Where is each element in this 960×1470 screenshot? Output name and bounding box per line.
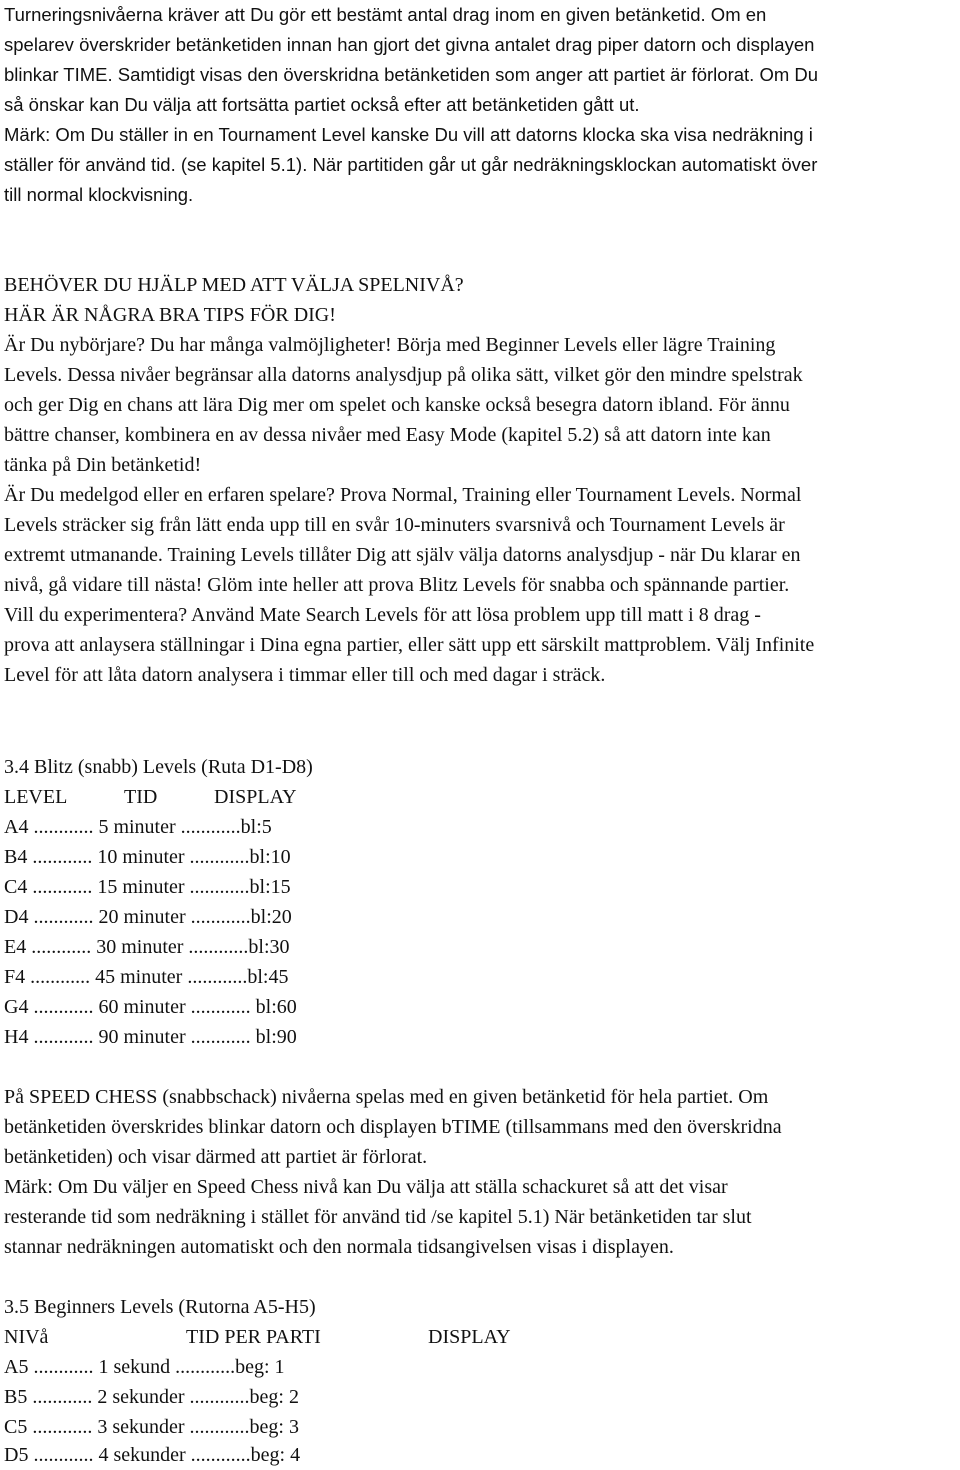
beginners-col-level: NIVå [4, 1326, 49, 1348]
beginners-row: B5 ............ 2 sekunder ............beg: 2 [4, 1386, 299, 1408]
speed-line: betänketiden) och visar därmed att partiet är förlorat. [4, 1146, 428, 1168]
blitz-row: C4 ............ 15 minuter ............bl:15 [4, 876, 291, 898]
help-line: bättre chanser, kombinera en av dessa nivåer med Easy Mode (kapitel 5.2) så att datorn inte kan [4, 424, 771, 446]
intro-line: ställer för använd tid. (se kapitel 5.1). När partitiden går ut går nedräkningsklockan automatiskt över [4, 154, 818, 175]
beginners-row: D5 ............ 4 sekunder ............beg: 4 [4, 1444, 301, 1466]
blitz-row: A4 ............ 5 minuter ............bl:5 [4, 816, 272, 838]
blitz-table-header [4, 782, 297, 812]
beginners-col-tid: TID PER PARTI [186, 1326, 321, 1348]
intro-line: Turneringsnivåerna kräver att Du gör ett bestämt antal drag inom en given betänketid. Om en [4, 4, 767, 25]
help-line: Vill du experimentera? Använd Mate Search Levels för att lösa problem upp till matt i 8 drag - [4, 604, 761, 626]
beginners-heading: 3.5 Beginners Levels (Rutorna A5-H5) [4, 1296, 316, 1318]
blitz-col-tid: TID [124, 786, 158, 808]
beginners-row: C5 ............ 3 sekunder ............beg: 3 [4, 1416, 299, 1438]
help-line: extremt utmanande. Training Levels tillåter Dig att själv välja datorns analysdjup - när Du klarar en [4, 544, 801, 566]
help-line: Är Du medelgod eller en erfaren spelare? Prova Normal, Training eller Tournament Levels. Normal [4, 484, 802, 506]
beginners-table-header [4, 1322, 511, 1352]
beginners-col-display: DISPLAY [428, 1326, 511, 1348]
help-heading: BEHÖVER DU HJÄLP MED ATT VÄLJA SPELNIVÅ? [4, 274, 464, 296]
blitz-row: D4 ............ 20 minuter ............bl:20 [4, 906, 292, 928]
intro-line: så önskar kan Du välja att fortsätta partiet också efter att betänketiden gått ut. [4, 94, 640, 115]
help-line: Levels. Dessa nivåer begränsar alla datorns analysdjup på olika sätt, vilket gör den mindre spelstrak [4, 364, 803, 386]
blitz-heading: 3.4 Blitz (snabb) Levels (Ruta D1-D8) [4, 756, 313, 778]
intro-line: Märk: Om Du ställer in en Tournament Level kanske Du vill att datorns klocka ska visa nedräkning i [4, 124, 813, 145]
help-subheading: HÄR ÄR NÅGRA BRA TIPS FÖR DIG! [4, 304, 336, 326]
help-line: och ger Dig en chans att lära Dig mer om spelet och kanske också besegra datorn ibland. För ännu [4, 394, 790, 416]
speed-line: stannar nedräkningen automatiskt och den normala tidsangivelsen visas i displayen. [4, 1236, 674, 1258]
speed-line: resterande tid som nedräkning i stället för använd tid /se kapitel 5.1) När betänketiden tar slut [4, 1206, 752, 1228]
speed-line: Märk: Om Du väljer en Speed Chess nivå kan Du välja att ställa schackuret så att det visar [4, 1176, 728, 1198]
blitz-row: G4 ............ 60 minuter ............ bl:60 [4, 996, 297, 1018]
intro-line: blinkar TIME. Samtidigt visas den överskridna betänketiden som anger att partiet är förlorat. Om Du [4, 64, 819, 85]
blitz-row: F4 ............ 45 minuter ............bl:45 [4, 966, 289, 988]
speed-line: betänketiden överskrides blinkar datorn och displayen bTIME (tillsammans med den överskridna [4, 1116, 782, 1138]
blitz-row: H4 ............ 90 minuter ............ bl:90 [4, 1026, 297, 1048]
intro-line: spelarev överskrider betänketiden innan han gjort det givna antalet drag piper datorn och displayen [4, 34, 815, 55]
blitz-row: E4 ............ 30 minuter ............bl:30 [4, 936, 290, 958]
help-line: tänka på Din betänketid! [4, 454, 202, 476]
help-line: Level för att låta datorn analysera i timmar eller till och med dagar i sträck. [4, 664, 606, 686]
help-line: Levels sträcker sig från lätt enda upp till en svår 10-minuters svarsnivå och Tournament Levels är [4, 514, 785, 536]
blitz-row: B4 ............ 10 minuter ............bl:10 [4, 846, 291, 868]
beginners-row: A5 ............ 1 sekund ............beg: 1 [4, 1356, 285, 1378]
help-line: nivå, gå vidare till nästa! Glöm inte heller att prova Blitz Levels för snabba och spännande partier. [4, 574, 790, 596]
help-line: Är Du nybörjare? Du har många valmöjligheter! Börja med Beginner Levels eller lägre Training [4, 334, 776, 356]
speed-line: På SPEED CHESS (snabbschack) nivåerna spelas med en given betänketid för hela partiet. Om [4, 1086, 769, 1108]
help-line: prova att anlaysera ställningar i Dina egna partier, eller sätt upp ett särskilt mattproblem. Välj Infinite [4, 634, 815, 656]
blitz-col-level: LEVEL [4, 786, 68, 808]
blitz-col-display: DISPLAY [214, 786, 297, 808]
intro-line: till normal klockvisning. [4, 184, 194, 205]
